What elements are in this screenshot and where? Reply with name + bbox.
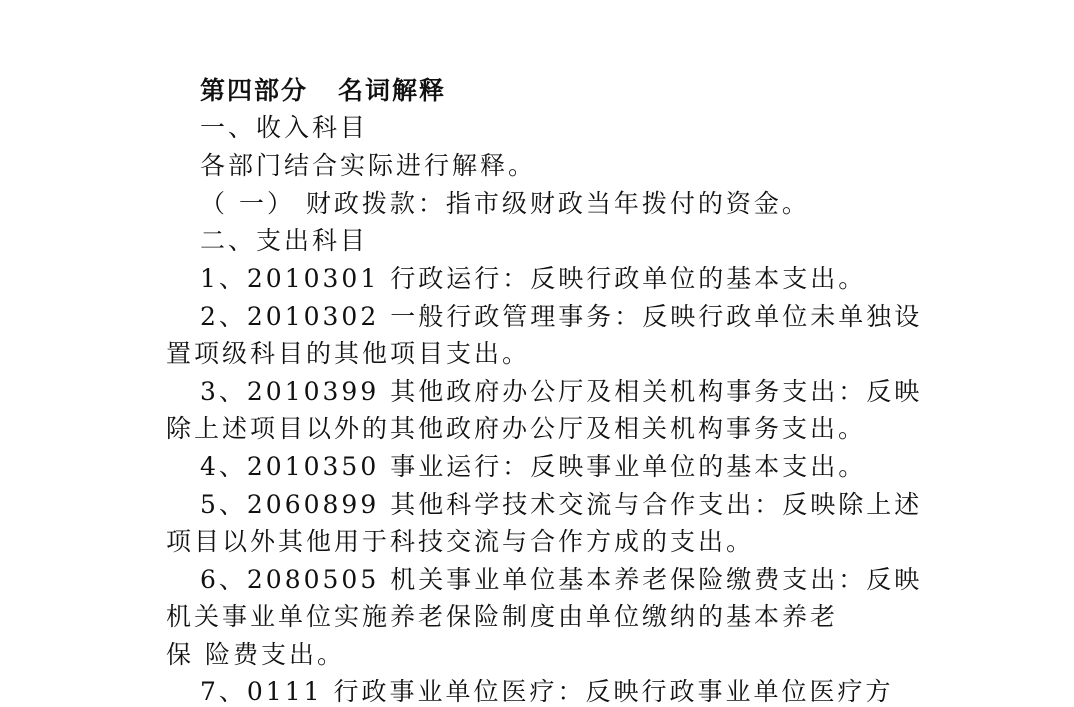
expense-item-5-line-2: 项目以外其他用于科技交流与合作方成的支出。: [166, 527, 755, 556]
expense-item-4-line-1: 4、2010350 事业运行：反映事业单位的基本支出。: [200, 452, 867, 481]
expense-item-3-line-1: 3、2010399 其他政府办公厅及相关机构事务支出：反映: [200, 377, 923, 406]
expense-item-2-line-2: 置项级科目的其他项目支出。: [166, 339, 531, 368]
income-item-fiscal-appropriation: （ 一） 财政拨款：指市级财政当年拨付的资金。: [200, 189, 810, 218]
expense-item-3-line-2: 除上述项目以外的其他政府办公厅及相关机构事务支出。: [166, 414, 867, 443]
expense-item-7-line-1: 7、0111 行政事业单位医疗：反映行政事业单位医疗方: [200, 677, 894, 706]
expense-item-5-line-1: 5、2060899 其他科学技术交流与合作支出：反映除上述: [200, 490, 923, 519]
income-note: 各部门结合实际进行解释。: [200, 151, 537, 180]
expense-item-1-line-1: 1、2010301 行政运行：反映行政单位的基本支出。: [200, 264, 867, 293]
expense-section-title: 二、支出科目: [200, 226, 369, 255]
expense-item-6-line-2: 机关事业单位实施养老保险制度由单位缴纳的基本养老: [166, 602, 839, 631]
expense-item-2-line-1: 2、2010302 一般行政管理事务：反映行政单位未单独设: [200, 302, 923, 331]
heading-part: 第四部分: [200, 76, 309, 105]
expense-item-6-line-1: 6、2080505 机关事业单位基本养老保险缴费支出：反映: [200, 565, 923, 594]
expense-item-6-line-3: 保 险费支出。: [166, 640, 345, 669]
income-section-title: 一、收入科目: [200, 113, 369, 142]
heading-title: 名词解释: [338, 76, 447, 105]
section-heading: [200, 76, 446, 106]
